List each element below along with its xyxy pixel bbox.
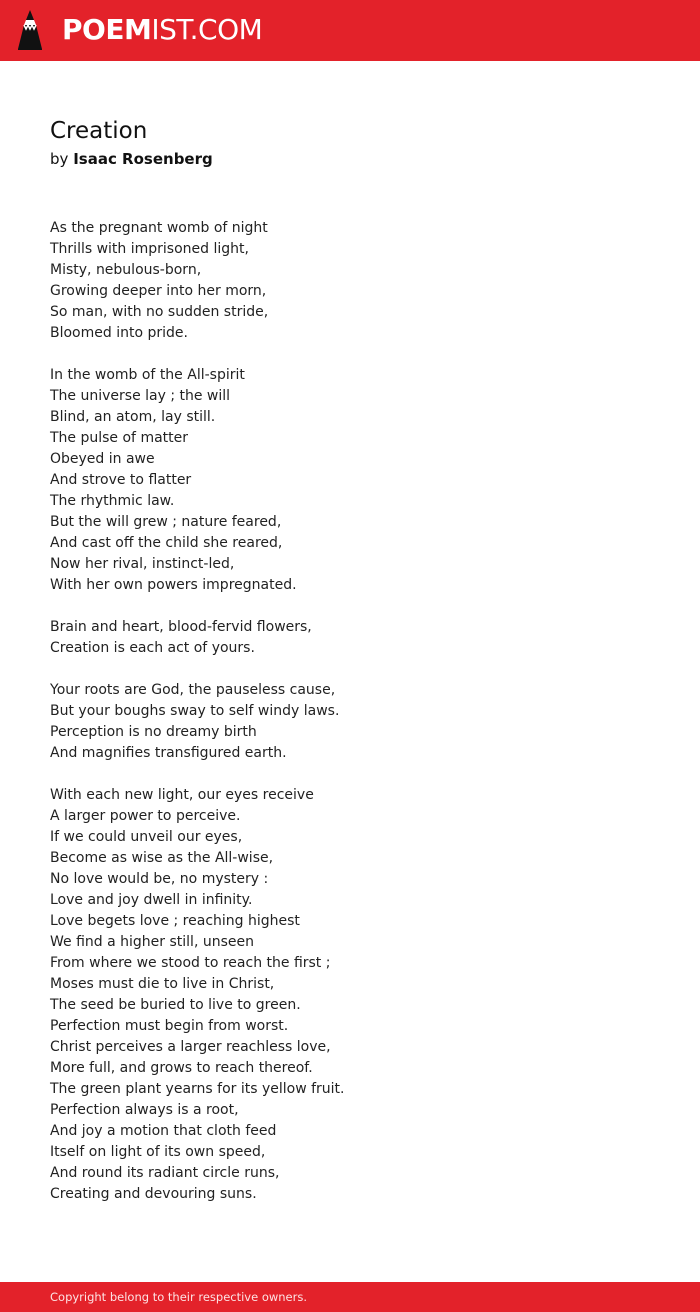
poem-line: Love begets love ; reaching highest xyxy=(50,913,300,929)
poem-line: We find a higher still, unseen xyxy=(50,934,254,950)
poem-line: Misty, nebulous-born, xyxy=(50,262,202,278)
poem-line: With her own powers impregnated. xyxy=(50,577,297,593)
poem-line: A larger power to perceive. xyxy=(50,808,241,824)
pencil-icon xyxy=(16,8,44,52)
stanza xyxy=(50,218,650,344)
author-name: Isaac Rosenberg xyxy=(73,150,213,168)
stanza xyxy=(50,680,650,764)
poem-line: Brain and heart, blood-fervid flowers, xyxy=(50,619,312,635)
byline xyxy=(50,146,650,172)
poem-line: And joy a motion that cloth feed xyxy=(50,1123,277,1139)
poem-line: Itself on light of its own speed, xyxy=(50,1144,266,1160)
poem-line: As the pregnant womb of night xyxy=(50,220,268,236)
poem-line: Perception is no dreamy birth xyxy=(50,724,257,740)
poem-line: In the womb of the All-spirit xyxy=(50,367,245,383)
poem-line: Christ perceives a larger reachless love, xyxy=(50,1039,331,1055)
poem-line: Blind, an atom, lay still. xyxy=(50,409,216,425)
logo-text-bold: POEM xyxy=(62,13,152,46)
poem-line: Perfection must begin from worst. xyxy=(50,1018,289,1034)
site-logo-text xyxy=(62,8,262,52)
poem-line: Perfection always is a root, xyxy=(50,1102,239,1118)
poem-line: No love would be, no mystery : xyxy=(50,871,269,887)
stanza xyxy=(50,617,650,659)
poem-line: Obeyed in awe xyxy=(50,451,155,467)
poem-line: If we could unveil our eyes, xyxy=(50,829,243,845)
poem-line: Bloomed into pride. xyxy=(50,325,188,341)
poem-line: But your boughs sway to self windy laws. xyxy=(50,703,340,719)
poem-line: The universe lay ; the will xyxy=(50,388,231,404)
poem-line: With each new light, our eyes receive xyxy=(50,787,314,803)
by-label: by xyxy=(50,150,69,168)
poem-line: And magnifies transfigured earth. xyxy=(50,745,287,761)
poem-line: Growing deeper into her morn, xyxy=(50,283,267,299)
poem-line: From where we stood to reach the first ; xyxy=(50,955,331,971)
poem-line: The pulse of matter xyxy=(50,430,189,446)
poem-line: Become as wise as the All-wise, xyxy=(50,850,274,866)
poem-line: The rhythmic law. xyxy=(50,493,175,509)
poem-line: More full, and grows to reach thereof. xyxy=(50,1060,313,1076)
poem-line: Moses must die to live in Christ, xyxy=(50,976,275,992)
poem-line: Creation is each act of yours. xyxy=(50,640,255,656)
poem-line: Creating and devouring suns. xyxy=(50,1186,257,1202)
poem-line: Thrills with imprisoned light, xyxy=(50,241,249,257)
poem-title: Creation xyxy=(50,118,148,144)
poem-line: But the will grew ; nature feared, xyxy=(50,514,282,530)
site-header xyxy=(0,0,700,61)
poem-line: Now her rival, instinct-led, xyxy=(50,556,235,572)
copyright-text: Copyright belong to their respective owners. xyxy=(50,1290,308,1304)
poem-line: And strove to flatter xyxy=(50,472,192,488)
poem-line: The seed be buried to live to green. xyxy=(50,997,301,1013)
poem-line: Love and joy dwell in infinity. xyxy=(50,892,253,908)
stanza xyxy=(50,365,650,596)
poem-header xyxy=(50,116,650,172)
poem-line: And cast off the child she reared, xyxy=(50,535,283,551)
poem-body xyxy=(50,218,650,1205)
poem-line: The green plant yearns for its yellow fruit. xyxy=(50,1081,345,1097)
stanza xyxy=(50,785,650,1205)
poem-line: Your roots are God, the pauseless cause, xyxy=(50,682,336,698)
poem-line: And round its radiant circle runs, xyxy=(50,1165,280,1181)
site-footer xyxy=(0,1282,700,1312)
logo-text-light: IST.COM xyxy=(151,13,263,46)
site-logo-link[interactable] xyxy=(16,8,262,52)
poem-line: So man, with no sudden stride, xyxy=(50,304,269,320)
